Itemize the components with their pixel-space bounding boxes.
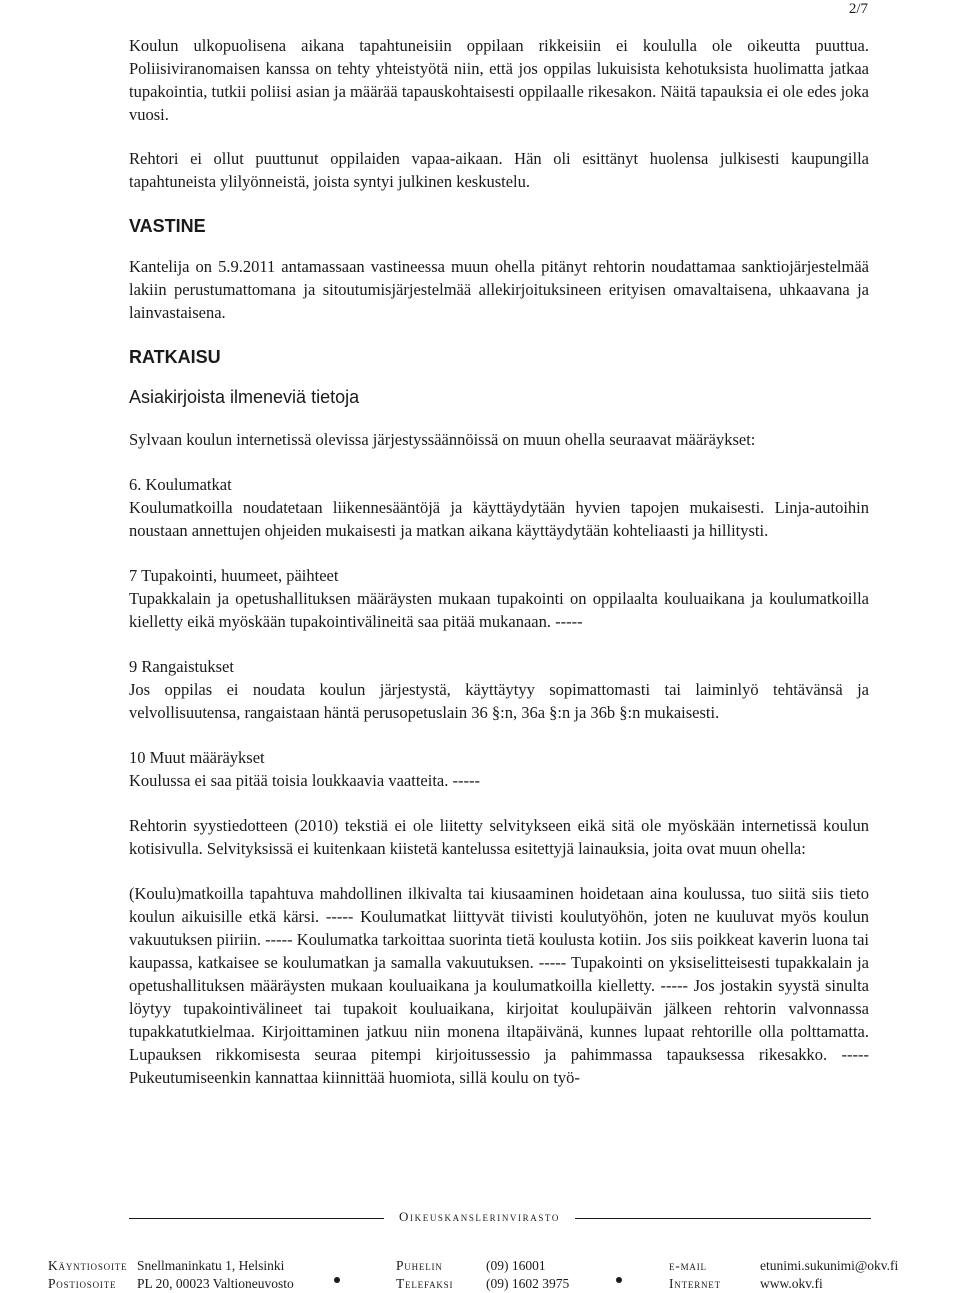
- rule-text: Jos oppilas ei noudata koulun järjestystä, käyttäytyy sopimattomasti tai laiminlyö tehtävänsä ja velvollisuutensa, rangaistaan häntä perusopetuslain 36 §:n, 36a §:n ja 36b §:n mukaisesti.: [129, 680, 869, 722]
- footer-address-values: [137, 1257, 294, 1293]
- paragraph-school-rules-police: Koulun ulkopuolisena aikana tapahtuneisiin oppilaan rikkeisiin ei koululla ole oikeutta puuttua. Poliisiviranomaisen kanssa on tehty yhteistyötä niin, että jos oppilas lukuisista kehotuksista huolimatta jatkaa tupakointia, tutkii poliisi asian ja määrää tapauskohtaisesti oppilaalle rikesakon. Näitä tapauksia ei ole edes joka vuosi.: [129, 36, 869, 124]
- rule-text: Koulussa ei saa pitää toisia loukkaavia vaatteita. -----: [129, 771, 480, 790]
- postal-address-label: Postiosoite: [48, 1276, 117, 1291]
- paragraph-vastine: Kantelija on 5.9.2011 antamassaan vastineessa muun ohella pitänyt rehtorin noudattamaa sanktiojärjestelmää lakiin perustumattomana ja sitoutumisjärjestelmää allekirjoituksineen erityisen omavaltaisena, uhkaavana ja lainvastaisena.: [129, 257, 869, 322]
- heading-vastine: VASTINE: [129, 216, 206, 236]
- heading-ratkaisu: RATKAISU: [129, 347, 221, 367]
- document-body: [129, 34, 869, 1089]
- paragraph-rules-intro: Sylvaan koulun internetissä olevissa järjestyssäännöissä on muun ohella seuraavat määräykset:: [129, 430, 756, 449]
- rule-block: [129, 473, 869, 542]
- footer-phone-labels: [396, 1257, 453, 1293]
- page-footer: [0, 1205, 960, 1291]
- postal-address-value: PL 20, 00023 Valtioneuvosto: [137, 1276, 294, 1291]
- paragraph-quote: (Koulu)matkoilla tapahtuva mahdollinen ilkivalta tai kiusaaminen hoidetaan aina koulussa, tuo siitä siis tieto koulun aikuisille etkä kärsi. ----- Koulumatkat liittyvät tiivisti koulutyöhön, joten ne kuuluvat myös koulun vakuutuksen piiriin. ----- Koulumatka tarkoittaa suorinta tietä koulusta kotiin. Jos siis poikkeat kaverin luona tai kaupassa, katkaisee se koulumatkan ja samalla vakuutuksen. ----- Tupakointi on yksiselitteisesti tupakkalain ja opetushallituksen määräysten mukaan kouluaikana ja koulumatkoilla kielletty. ----- Jos jostakin syystä sinulta löytyy tupakointivälineet tai tupakoit kouluaikana, kirjoitat koulupäivän jälkeen rehtorin valvonnassa tupakkatutkielmaa. Kirjoittaminen jatkuu niin monena iltapäivänä, kunnes lupaat rehtorille olla polttamatta. Lupauksen rikkomisesta seuraa pitempi kirjoitussessio ja pahimmassa tapauksessa rikesakko. ----- Pukeutumiseenkin kannattaa kiinnittää huomiota, sillä koulu on työ-: [129, 884, 869, 1087]
- footer-divider: [575, 1218, 871, 1219]
- rule-block: [129, 655, 869, 724]
- paragraph-press-release: Rehtorin syystiedotteen (2010) tekstiä ei ole liitetty selvitykseen eikä sitä ole myöskään internetissä koulun kotisivulla. Selvityksissä ei kuitenkaan kiistetä kantelussa esitettyjä lainauksia, joita ovat muun ohella:: [129, 816, 869, 858]
- rule-title: 10 Muut määräykset: [129, 748, 265, 767]
- page-number: 2/7: [848, 1, 868, 17]
- fax-label: Telefaksi: [396, 1276, 454, 1291]
- bullet-separator: [334, 1277, 340, 1283]
- footer-address-labels: [48, 1257, 127, 1293]
- phone-label: Puhelin: [396, 1258, 443, 1273]
- rule-title: 7 Tupakointi, huumeet, päihteet: [129, 566, 339, 585]
- rule-title: 6. Koulumatkat: [129, 475, 232, 494]
- subheading-documents: Asiakirjoista ilmeneviä tietoja: [129, 387, 360, 407]
- email-label: e-mail: [669, 1258, 707, 1273]
- rule-text: Koulumatkoilla noudatetaan liikennesääntöjä ja käyttäydytään hyvien tapojen mukaisesti. Linja-autoihin noustaan annettujen ohjeiden mukaisesti ja matkan aikana käyttäydytään kohteliaasti ja hillitysti.: [129, 498, 869, 540]
- rule-text: Tupakkalain ja opetushallituksen määräysten mukaan tupakointi on oppilaalta kouluaikana ja koulumatkoilla kielletty eikä myöskään tupakointivälineitä saa pitää mukanaan. -----: [129, 589, 869, 631]
- internet-label: Internet: [669, 1276, 721, 1291]
- footer-divider: [129, 1218, 384, 1219]
- fax-value: (09) 1602 3975: [486, 1276, 570, 1291]
- bullet-separator: [616, 1277, 622, 1283]
- phone-value: (09) 16001: [486, 1258, 546, 1273]
- footer-phone-values: [486, 1257, 569, 1293]
- rule-block: [129, 746, 869, 792]
- organization-name: Oikeuskanslerinvirasto: [399, 1209, 560, 1224]
- visit-address-value: Snellmaninkatu 1, Helsinki: [137, 1258, 285, 1273]
- rule-title: 9 Rangaistukset: [129, 657, 234, 676]
- email-value: etunimi.sukunimi@okv.fi: [760, 1258, 899, 1273]
- footer-contact-values: [760, 1257, 898, 1293]
- rule-block: [129, 564, 869, 633]
- footer-contact-labels: [669, 1257, 721, 1293]
- visit-address-label: Käyntiosoite: [48, 1258, 128, 1273]
- website-value: www.okv.fi: [760, 1276, 823, 1291]
- paragraph-principal-free-time: Rehtori ei ollut puuttunut oppilaiden vapaa-aikaan. Hän oli esittänyt huolensa julkisesti kaupungilla tapahtuneista ylilyönneistä, joista syntyi julkinen keskustelu.: [129, 149, 869, 191]
